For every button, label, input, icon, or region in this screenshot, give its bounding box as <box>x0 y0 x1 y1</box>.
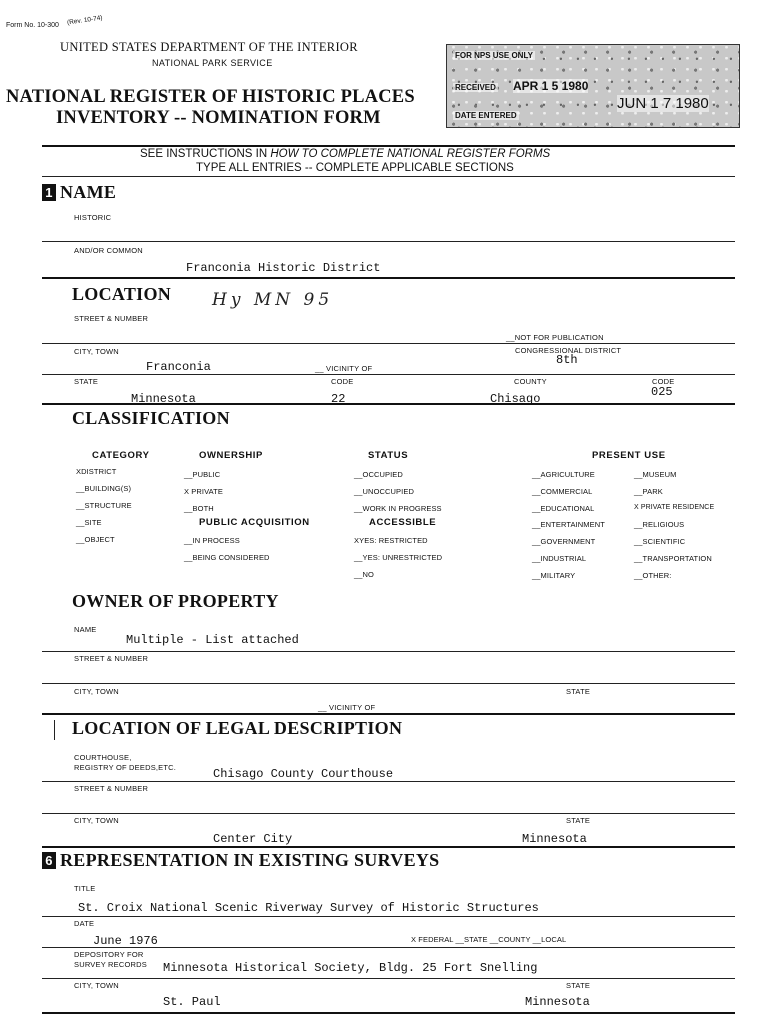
acquisition-option: __BEING CONSIDERED <box>184 553 270 562</box>
owner-state-label: STATE <box>566 687 591 696</box>
instructions-line1: SEE INSTRUCTIONS IN HOW TO COMPLETE NATIONAL REGISTER FORMS <box>140 148 551 160</box>
vicinity-label: __ VICINITY OF <box>315 364 373 373</box>
divider <box>42 978 735 979</box>
acquisition-option: __IN PROCESS <box>184 536 240 545</box>
category-option: __BUILDING(S) <box>76 484 132 493</box>
owner-street-label: STREET & NUMBER <box>74 654 149 663</box>
section-surveys-heading: 6 REPRESENTATION IN EXISTING SURVEYS <box>42 850 440 871</box>
owner-name-label: NAME <box>74 625 97 634</box>
present-use-option: __AGRICULTURE <box>532 470 595 479</box>
received-date: APR 1 5 1980 <box>513 79 589 93</box>
nps-box-label: FOR NPS USE ONLY <box>455 51 533 60</box>
legal-state-value: Minnesota <box>522 832 587 846</box>
county-label: COUNTY <box>514 377 547 386</box>
historic-label: HISTORIC <box>74 213 112 222</box>
survey-state-value: Minnesota <box>525 995 590 1009</box>
section-legal-heading: LOCATION OF LEGAL DESCRIPTION <box>72 718 403 738</box>
divider <box>42 343 735 344</box>
received-label: RECEIVED <box>455 83 496 92</box>
service-name: NATIONAL PARK SERVICE <box>152 58 273 68</box>
accessible-option: XYES: RESTRICTED <box>354 536 428 545</box>
survey-title-label: TITLE <box>74 884 96 893</box>
present-use-option: __GOVERNMENT <box>532 537 596 546</box>
divider <box>42 651 735 652</box>
category-option: XDISTRICT <box>76 467 117 476</box>
form-title-line1: NATIONAL REGISTER OF HISTORIC PLACES <box>6 87 415 107</box>
date-entered-label: DATE ENTERED <box>455 111 517 120</box>
county-code-value: 025 <box>651 385 673 399</box>
nps-use-only-box <box>446 44 740 128</box>
accessible-option: __NO <box>354 570 374 579</box>
ownership-option: __BOTH <box>184 504 214 513</box>
depository-label: DEPOSITORY FOR <box>74 950 144 959</box>
ownership-option: __PUBLIC <box>184 470 221 479</box>
divider <box>42 781 735 782</box>
county-code-label: CODE <box>652 377 675 386</box>
state-code-value: 22 <box>331 392 346 406</box>
legal-street-label: STREET & NUMBER <box>74 784 149 793</box>
not-for-publication-label: __NOT FOR PUBLICATION <box>506 333 604 342</box>
divider <box>42 813 735 814</box>
survey-city-label: CITY, TOWN <box>74 981 119 990</box>
category-option: __SITE <box>76 518 102 527</box>
present-use-option: __COMMERCIAL <box>532 487 593 496</box>
accessible-header: ACCESSIBLE <box>369 517 437 528</box>
divider <box>42 683 735 684</box>
divider <box>42 713 735 715</box>
section-location-heading: LOCATION <box>72 284 172 304</box>
present-use-option: __OTHER: <box>634 571 672 580</box>
category-option: __STRUCTURE <box>76 501 132 510</box>
accessible-option: __YES: UNRESTRICTED <box>354 553 443 562</box>
street-label: STREET & NUMBER <box>74 314 149 323</box>
owner-vicinity-label: __ VICINITY OF <box>318 703 376 712</box>
divider <box>42 846 735 848</box>
section-owner-heading: OWNER OF PROPERTY <box>72 591 279 611</box>
courthouse-label: COURTHOUSE, <box>74 753 132 762</box>
present-use-option: __TRANSPORTATION <box>634 554 712 563</box>
present-use-option: __INDUSTRIAL <box>532 554 587 563</box>
status-option: __WORK IN PROGRESS <box>354 504 442 513</box>
survey-state-label: STATE <box>566 981 591 990</box>
present-use-option: __SCIENTIFIC <box>634 537 686 546</box>
status-option: __UNOCCUPIED <box>354 487 414 496</box>
legal-city-value: Center City <box>213 832 293 846</box>
divider <box>42 1012 735 1014</box>
section-classification-heading: CLASSIFICATION <box>72 408 230 428</box>
ownership-option: X PRIVATE <box>184 487 223 496</box>
registry-label: REGISTRY OF DEEDS,ETC. <box>74 763 177 772</box>
depository-value: Minnesota Historical Society, Bldg. 25 Fort Snelling <box>163 961 538 975</box>
public-acquisition-header: PUBLIC ACQUISITION <box>199 517 310 528</box>
survey-records-label: SURVEY RECORDS <box>74 960 147 969</box>
present-use-option: __EDUCATIONAL <box>532 504 595 513</box>
category-option: __OBJECT <box>76 535 115 544</box>
present-use-header: PRESENT USE <box>592 450 666 461</box>
department-name: UNITED STATES DEPARTMENT OF THE INTERIOR <box>60 40 358 54</box>
divider <box>42 145 735 147</box>
location-handwritten-note: Hy MN 95 <box>212 290 334 310</box>
divider <box>42 947 735 948</box>
survey-level-options: X FEDERAL __STATE __COUNTY __LOCAL <box>411 935 567 944</box>
present-use-option: __MILITARY <box>532 571 576 580</box>
state-value: Minnesota <box>131 392 196 406</box>
status-option: __OCCUPIED <box>354 470 403 479</box>
state-label: STATE <box>74 377 99 386</box>
present-use-option: __PARK <box>634 487 663 496</box>
form-number: Form No. 10-300 <box>6 22 59 29</box>
present-use-option: __RELIGIOUS <box>634 520 685 529</box>
courthouse-value: Chisago County Courthouse <box>213 767 394 781</box>
instructions-line2: TYPE ALL ENTRIES -- COMPLETE APPLICABLE SECTIONS <box>196 162 514 174</box>
state-code-label: CODE <box>331 377 354 386</box>
present-use-option: X PRIVATE RESIDENCE <box>634 504 715 511</box>
status-header: STATUS <box>368 450 409 461</box>
present-use-option: __MUSEUM <box>634 470 677 479</box>
form-title-line2: INVENTORY -- NOMINATION FORM <box>56 108 381 128</box>
section-number: 6 <box>42 852 56 869</box>
present-use-option: __ENTERTAINMENT <box>532 520 605 529</box>
congressional-district-label: CONGRESSIONAL DISTRICT <box>515 346 622 355</box>
divider <box>42 916 735 917</box>
owner-city-label: CITY, TOWN <box>74 687 119 696</box>
ownership-header: OWNERSHIP <box>199 450 263 461</box>
city-label: CITY, TOWN <box>74 347 119 356</box>
survey-title-value: St. Croix National Scenic Riverway Survey of Historic Structures <box>78 901 539 915</box>
city-value: Franconia <box>146 360 211 374</box>
legal-state-label: STATE <box>566 816 591 825</box>
divider <box>42 176 735 177</box>
county-value: Chisago <box>490 392 541 406</box>
owner-name-value: Multiple - List attached <box>126 633 299 647</box>
divider <box>42 403 735 405</box>
legal-city-label: CITY, TOWN <box>74 816 119 825</box>
common-name-label: AND/OR COMMON <box>74 246 143 255</box>
section-name-heading: 1 NAME <box>42 182 116 203</box>
common-name-value: Franconia Historic District <box>186 261 381 275</box>
divider <box>42 277 735 279</box>
margin-mark <box>54 720 55 740</box>
form-revision: (Rev. 10-74) <box>66 14 103 27</box>
survey-city-value: St. Paul <box>163 995 221 1009</box>
survey-date-value: June 1976 <box>93 934 158 948</box>
category-header: CATEGORY <box>92 450 150 461</box>
survey-date-label: DATE <box>74 919 95 928</box>
section-number: 1 <box>42 184 56 201</box>
divider <box>42 374 735 375</box>
date-entered-value: JUN 1 7 1980 <box>617 95 709 112</box>
divider <box>42 241 735 242</box>
congressional-district-value: 8th <box>556 353 578 367</box>
